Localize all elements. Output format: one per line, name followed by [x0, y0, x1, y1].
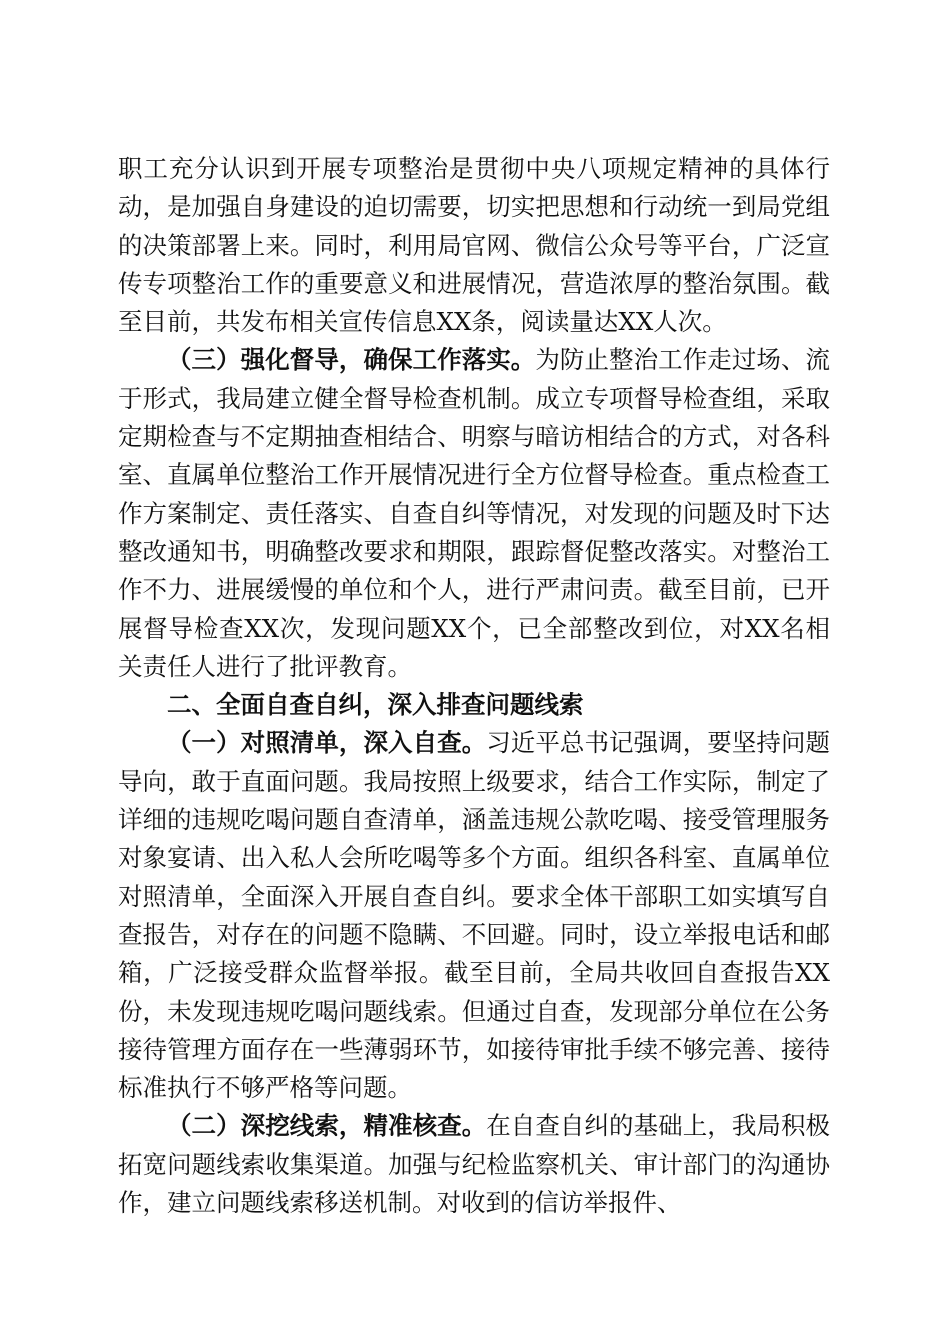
- document-body: [118, 150, 830, 1222]
- paragraph-lead: （一）对照清单，深入自查。: [167, 728, 487, 758]
- paragraph-lead: （二）深挖线索，精准核查。: [167, 1111, 487, 1141]
- paragraph-self-check: [118, 724, 830, 1107]
- paragraph-verification: [118, 1107, 830, 1222]
- paragraph-lead: （三）强化督导，确保工作落实。: [167, 345, 536, 375]
- paragraph-body: 职工充分认识到开展专项整治是贯彻中央八项规定精神的具体行动，是加强自身建设的迫切需要，切实把思想和行动统一到局党组的决策部署上来。同时，利用局官网、微信公众号等平台，广泛宣传专项整治工作的重要意义和进展情况，营造浓厚的整治氛围。截至目前，共发布相关宣传信息XX条，阅读量达XX人次。: [118, 154, 830, 337]
- paragraph-body: 习近平总书记强调，要坚持问题导向，敢于直面问题。我局按照上级要求，结合工作实际，制定了详细的违规吃喝问题自查清单，涵盖违规公款吃喝、接受管理服务对象宴请、出入私人会所吃喝等多个方面。组织各科室、直属单位对照清单，全面深入开展自查自纠。要求全体干部职工如实填写自查报告，对存在的问题不隐瞒、不回避。同时，设立举报电话和邮箱，广泛接受群众监督举报。截至目前，全局共收回自查报告XX份，未发现违规吃喝问题线索。但通过自查，发现部分单位在公务接待管理方面存在一些薄弱环节，如接待审批手续不够完善、接待标准执行不够严格等问题。: [118, 728, 830, 1103]
- paragraph-continued: [118, 150, 830, 341]
- paragraph-supervision: [118, 341, 830, 686]
- section-heading: 二、全面自查自纠，深入排查问题线索: [167, 690, 584, 720]
- paragraph-body: 为防止整治工作走过场、流于形式，我局建立健全督导检查机制。成立专项督导检查组，采取定期检查与不定期抽查相结合、明察与暗访相结合的方式，对各科室、直属单位整治工作开展情况进行全方位督导检查。重点检查工作方案制定、责任落实、自查自纠等情况，对发现的问题及时下达整改通知书，明确整改要求和期限，跟踪督促整改落实。对整治工作不力、进展缓慢的单位和个人，进行严肃问责。截至目前，已开展督导检查XX次，发现问题XX个，已全部整改到位，对XX名相关责任人进行了批评教育。: [118, 345, 831, 681]
- paragraph-body: 在自查自纠的基础上，我局积极拓宽问题线索收集渠道。加强与纪检监察机关、审计部门的沟通协作，建立问题线索移送机制。对收到的信访举报件、: [118, 1111, 830, 1218]
